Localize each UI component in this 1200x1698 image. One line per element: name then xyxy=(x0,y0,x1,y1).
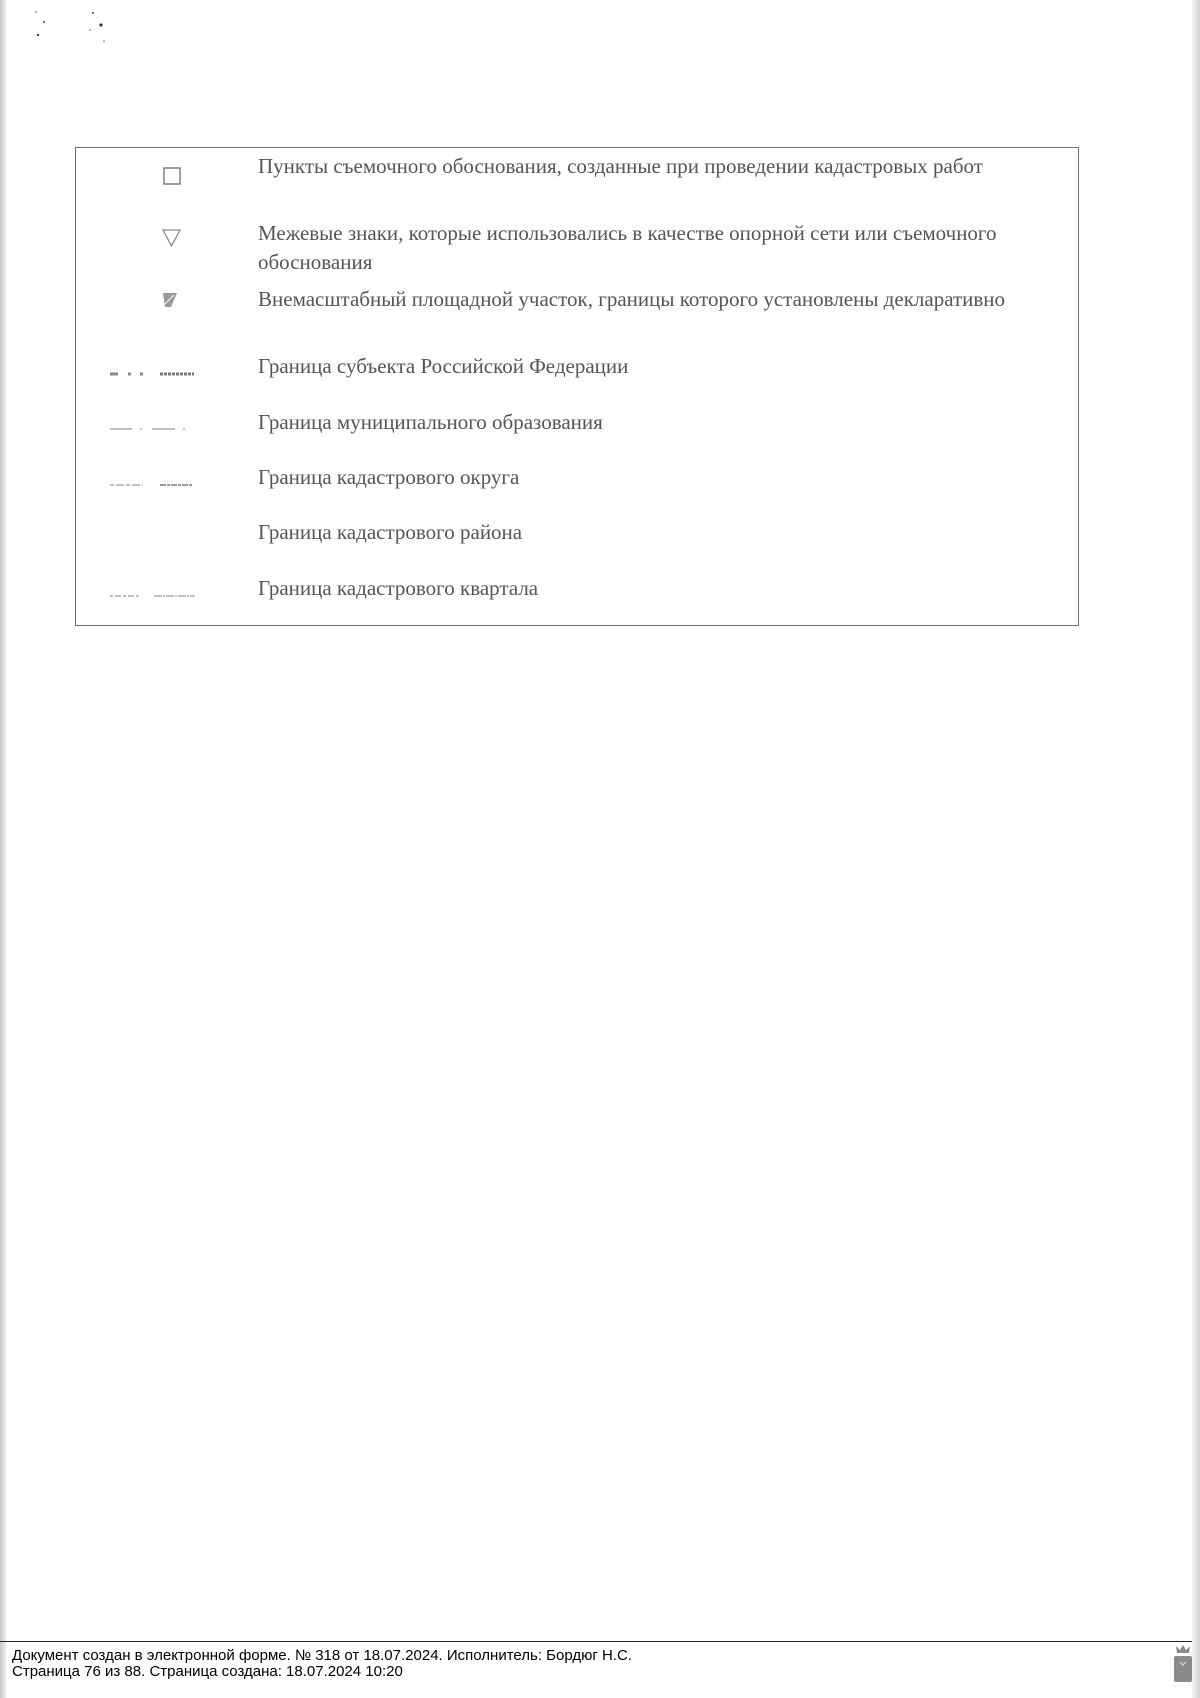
legend-label: Граница кадастрового квартала xyxy=(258,576,539,600)
legend-label: Граница кадастрового района xyxy=(258,520,523,544)
federation-boundary-line-icon xyxy=(101,366,271,406)
square-outline-icon xyxy=(101,162,271,202)
scan-left-edge xyxy=(0,0,6,1698)
cadastral-quarter-boundary-line-icon xyxy=(101,588,271,628)
cadastral-region-boundary-line-icon xyxy=(101,532,271,572)
scan-specks xyxy=(30,8,120,48)
footer-line-document: Документ создан в электронной форме. № 318 от 18.07.2024. Исполнитель: Бордюг Н.С. xyxy=(12,1647,632,1664)
legend-table xyxy=(75,147,1079,626)
scan-right-edge xyxy=(1192,0,1200,1698)
legend-label: Внемасштабный площадной участок, границы которого установлены декларативно xyxy=(258,287,1006,311)
hatched-parcel-icon xyxy=(101,289,271,329)
footer-rule xyxy=(0,1641,1192,1642)
triangle-down-outline-icon xyxy=(101,224,271,264)
cadastral-district-boundary-line-icon xyxy=(101,477,271,517)
municipal-boundary-line-icon xyxy=(101,421,271,461)
legend-label: Граница кадастрового округа xyxy=(258,465,520,489)
legend-label: Межевые знаки, которые использовались в качестве опорной сети или съемочного обоснования xyxy=(258,221,997,274)
legend-label: Граница субъекта Российской Федерации xyxy=(258,354,629,378)
footer-line-page: Страница 76 из 88. Страница создана: 18.07.2024 10:20 xyxy=(12,1663,403,1680)
legend-label: Пункты съемочного обоснования, созданные при проведении кадастровых работ xyxy=(258,154,983,178)
emblem-icon xyxy=(1172,1644,1194,1684)
document-footer xyxy=(12,1648,632,1680)
legend-label: Граница муниципального образования xyxy=(258,410,603,434)
